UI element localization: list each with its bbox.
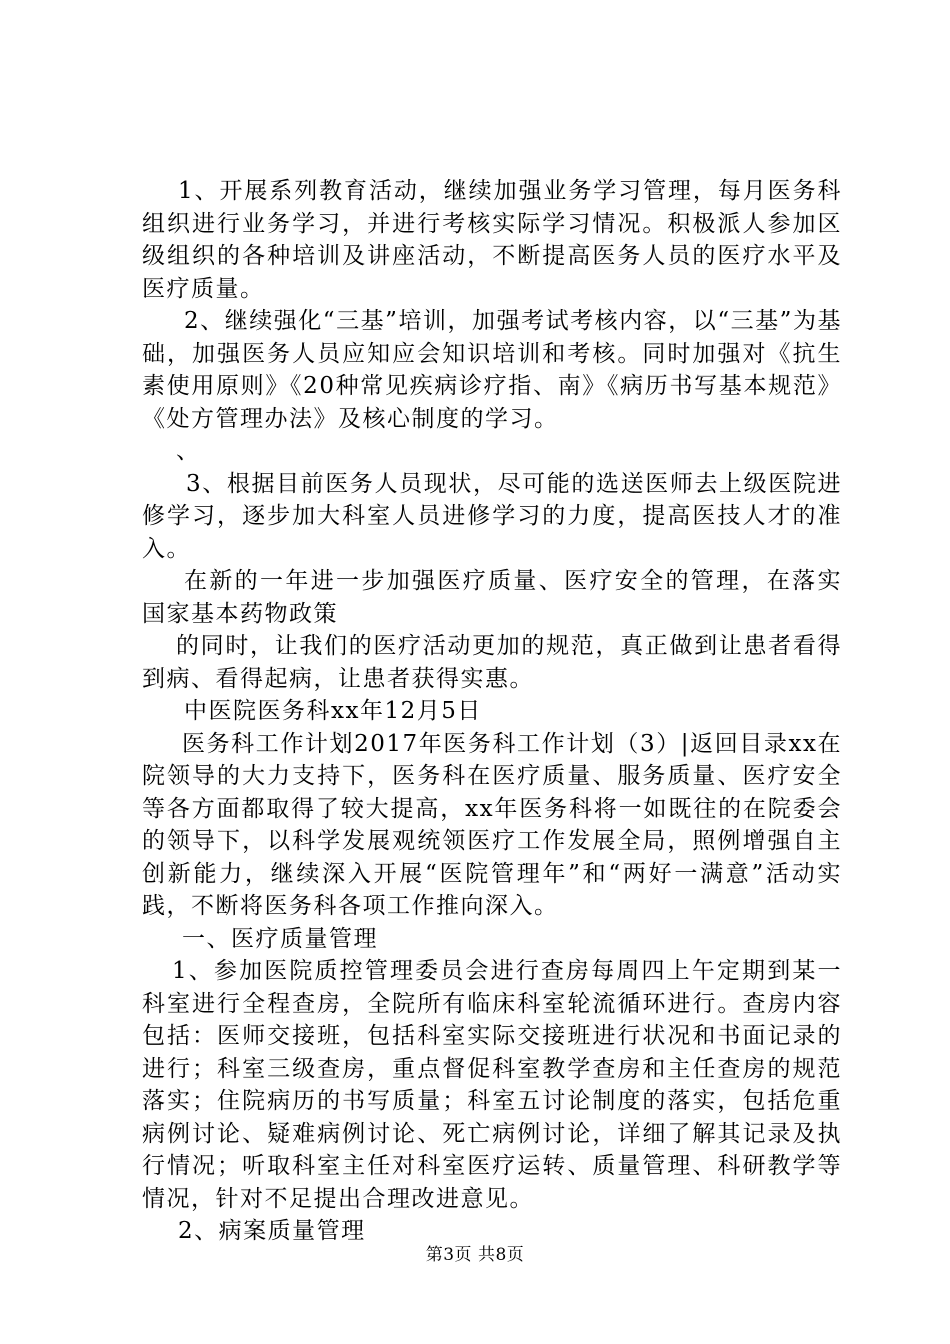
document-body bbox=[142, 175, 842, 1248]
signature-date-line: 中医院医务科xx年12月5日 bbox=[184, 698, 482, 724]
subsection-medical-records: 2、病案质量管理 bbox=[178, 1218, 366, 1244]
page-number-footer: 第3页 共8页 bbox=[425, 1245, 525, 1265]
paragraph-work-plan-intro: 医务科工作计划2017年医务科工作计划（3）|返回目录xx在院领导的大力支持下，医务科在医疗质量、服务质量、医疗安全等各方面都取得了较大提高，xx年医务科将一如既往的在院委会的领导下，以科学发展观统领医疗工作发展全局，照例增强自主创新能力，继续深入开展“医院管理年”和“两好一满意”活动实践，不断将医务科各项工作推向深入。 bbox=[142, 730, 842, 919]
paragraph-education-activities: 1、开展系列教育活动，继续加强业务学习管理，每月医务科组织进行业务学习，并进行考核实际学习情况。积极派人参加区级组织的各种培训及讲座活动，不断提高医务人员的医疗水平及医疗质量。 bbox=[142, 178, 842, 302]
stray-punctuation-mark: 、 bbox=[176, 438, 201, 464]
paragraph-ward-rounds: 1、参加医院质控管理委员会进行查房每周四上午定期到某一科室进行全程查房，全院所有临床科室轮流循环进行。查房内容包括：医师交接班，包括科室实际交接班进行状况和书面记录的进行；科室三级查房，重点督促科室教学查房和主任查房的规范落实；住院病历的书写质量；科室五讨论制度的落实，包括危重病例讨论、疑难病例讨论、死亡病例讨论，详细了解其记录及执行情况；听取科室主任对科室医疗运转、质量管理、科研教学等情况，针对不足提出合理改进意见。 bbox=[142, 958, 842, 1212]
paragraph-new-year-goal: 在新的一年进一步加强医疗质量、医疗安全的管理，在落实国家基本药物政策 bbox=[142, 568, 842, 627]
paragraph-three-basics-training: 2、继续强化“三基”培训，加强考试考核内容，以“三基”为基础，加强医务人员应知应会知识培训和考核。同时加强对《抗生素使用原则》《20种常见疾病诊疗指、南》《病历书写基本规范》《处方管理办法》及核心制度的学习。 bbox=[142, 308, 842, 432]
paragraph-new-year-goal-continued: 的同时，让我们的医疗活动更加的规范，真正做到让患者看得到病、看得起病，让患者获得实惠。 bbox=[142, 633, 842, 692]
section-heading-quality-management: 一、医疗质量管理 bbox=[182, 925, 378, 952]
paragraph-advanced-study: 3、根据目前医务人员现状，尽可能的选送医师去上级医院进修学习，逐步加大科室人员进修学习的力度，提高医技人才的准入。 bbox=[142, 470, 842, 562]
